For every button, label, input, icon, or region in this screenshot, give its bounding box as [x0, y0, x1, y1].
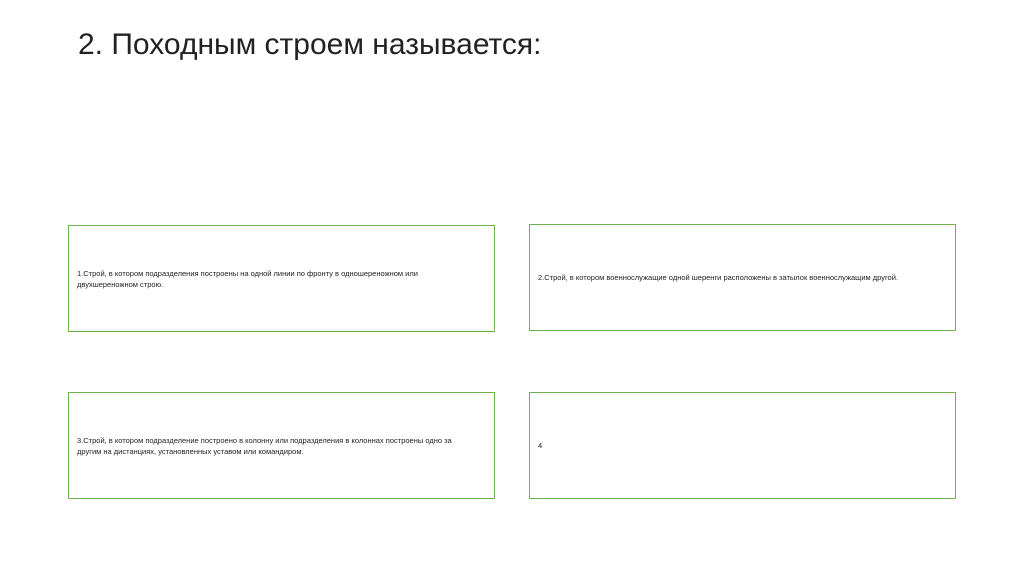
answer-option-1-text: 1.Строй, в котором подразделения построены на одной линии по фронту в одношереножном или двухшереножном строю. [77, 268, 418, 289]
answer-option-2[interactable] [529, 224, 956, 331]
answer-option-2-text: 2.Строй, в котором военнослужащие одной шеренги расположены в затылок военнослужащим другой. [538, 273, 898, 282]
answer-option-3[interactable] [68, 392, 495, 499]
answer-option-3-text: 3.Строй, в котором подразделение построено в колонну или подразделения в колоннах построены одно за другим на дистанциях, установленных уставом или командиром. [77, 435, 452, 456]
answer-option-1[interactable] [68, 225, 495, 332]
answer-option-4[interactable] [529, 392, 956, 499]
answer-option-4-text: 4 [538, 441, 543, 450]
slide-title: 2. Походным строем называется: [78, 28, 542, 61]
